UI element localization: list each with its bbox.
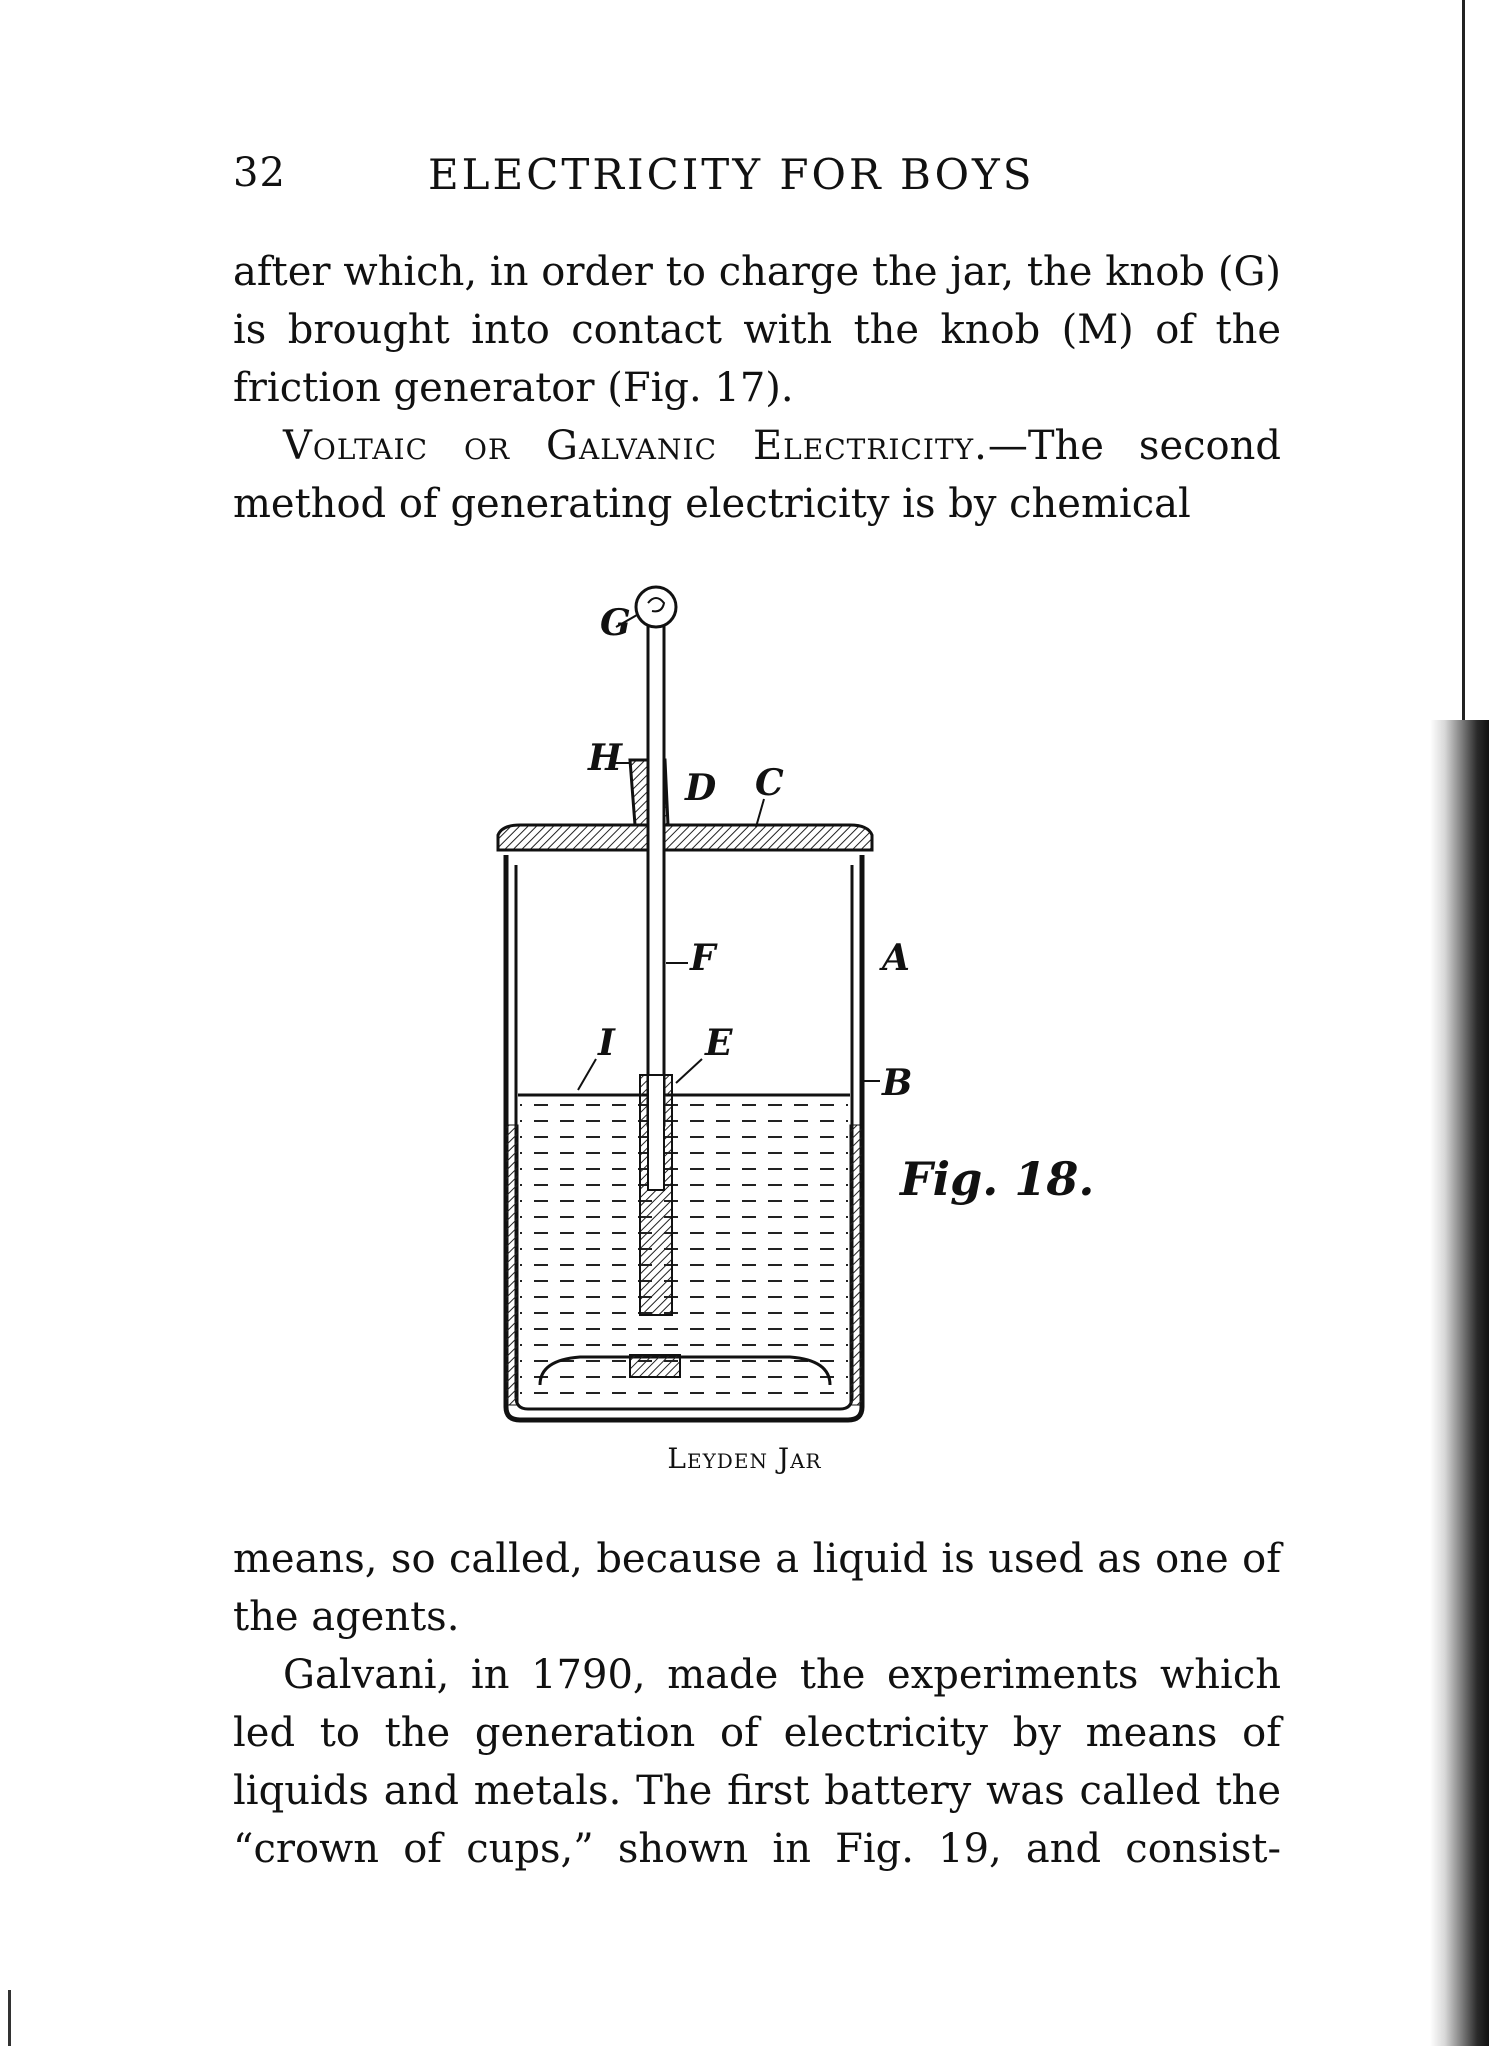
label-f: F: [690, 937, 716, 979]
figure-caption: Leyden Jar: [667, 1442, 822, 1475]
label-d: D: [685, 767, 717, 809]
paragraph: Galvani, in 1790, made the experiments which led to the generation of electricity by means of liquids and metals. The first battery was called the “crown of cups,” shown in Fig. 19, and consist-: [233, 1652, 1281, 1872]
running-head: ELECTRICITY FOR BOYS: [428, 150, 1035, 199]
page-number: 32: [233, 150, 286, 196]
fig-label: Fig. 18.: [900, 1152, 1095, 1206]
paragraph: means, so called, because a liquid is used as one of the agents.: [233, 1536, 1281, 1640]
jar-lid: [498, 825, 872, 850]
section-paragraph: [233, 417, 1281, 533]
section-heading: Voltaic or Galvanic Electricity.: [283, 423, 988, 469]
text-block-bottom: [233, 1530, 1281, 1878]
page-header: [233, 150, 1083, 210]
label-g: G: [600, 602, 631, 644]
label-i: I: [598, 1022, 615, 1064]
page-edge-line: [1462, 0, 1465, 740]
section-text: —The second method of generating electricity is by chemical: [233, 423, 1281, 527]
label-h: H: [588, 737, 623, 779]
liquid: [518, 1095, 850, 1395]
knob: [636, 587, 676, 627]
page-edge-shadow: [1430, 720, 1489, 2046]
label-b: B: [882, 1062, 913, 1104]
label-e: E: [705, 1022, 733, 1064]
label-a: A: [882, 937, 910, 979]
leyden-jar-figure: [480, 585, 1130, 1425]
label-c: C: [755, 762, 784, 804]
margin-mark: [8, 1990, 11, 2046]
text-block-top: [233, 243, 1281, 533]
paragraph: after which, in order to charge the jar, the knob (G) is brought into contact with the knob (M) of the friction generator (Fig. 17).: [233, 249, 1281, 411]
